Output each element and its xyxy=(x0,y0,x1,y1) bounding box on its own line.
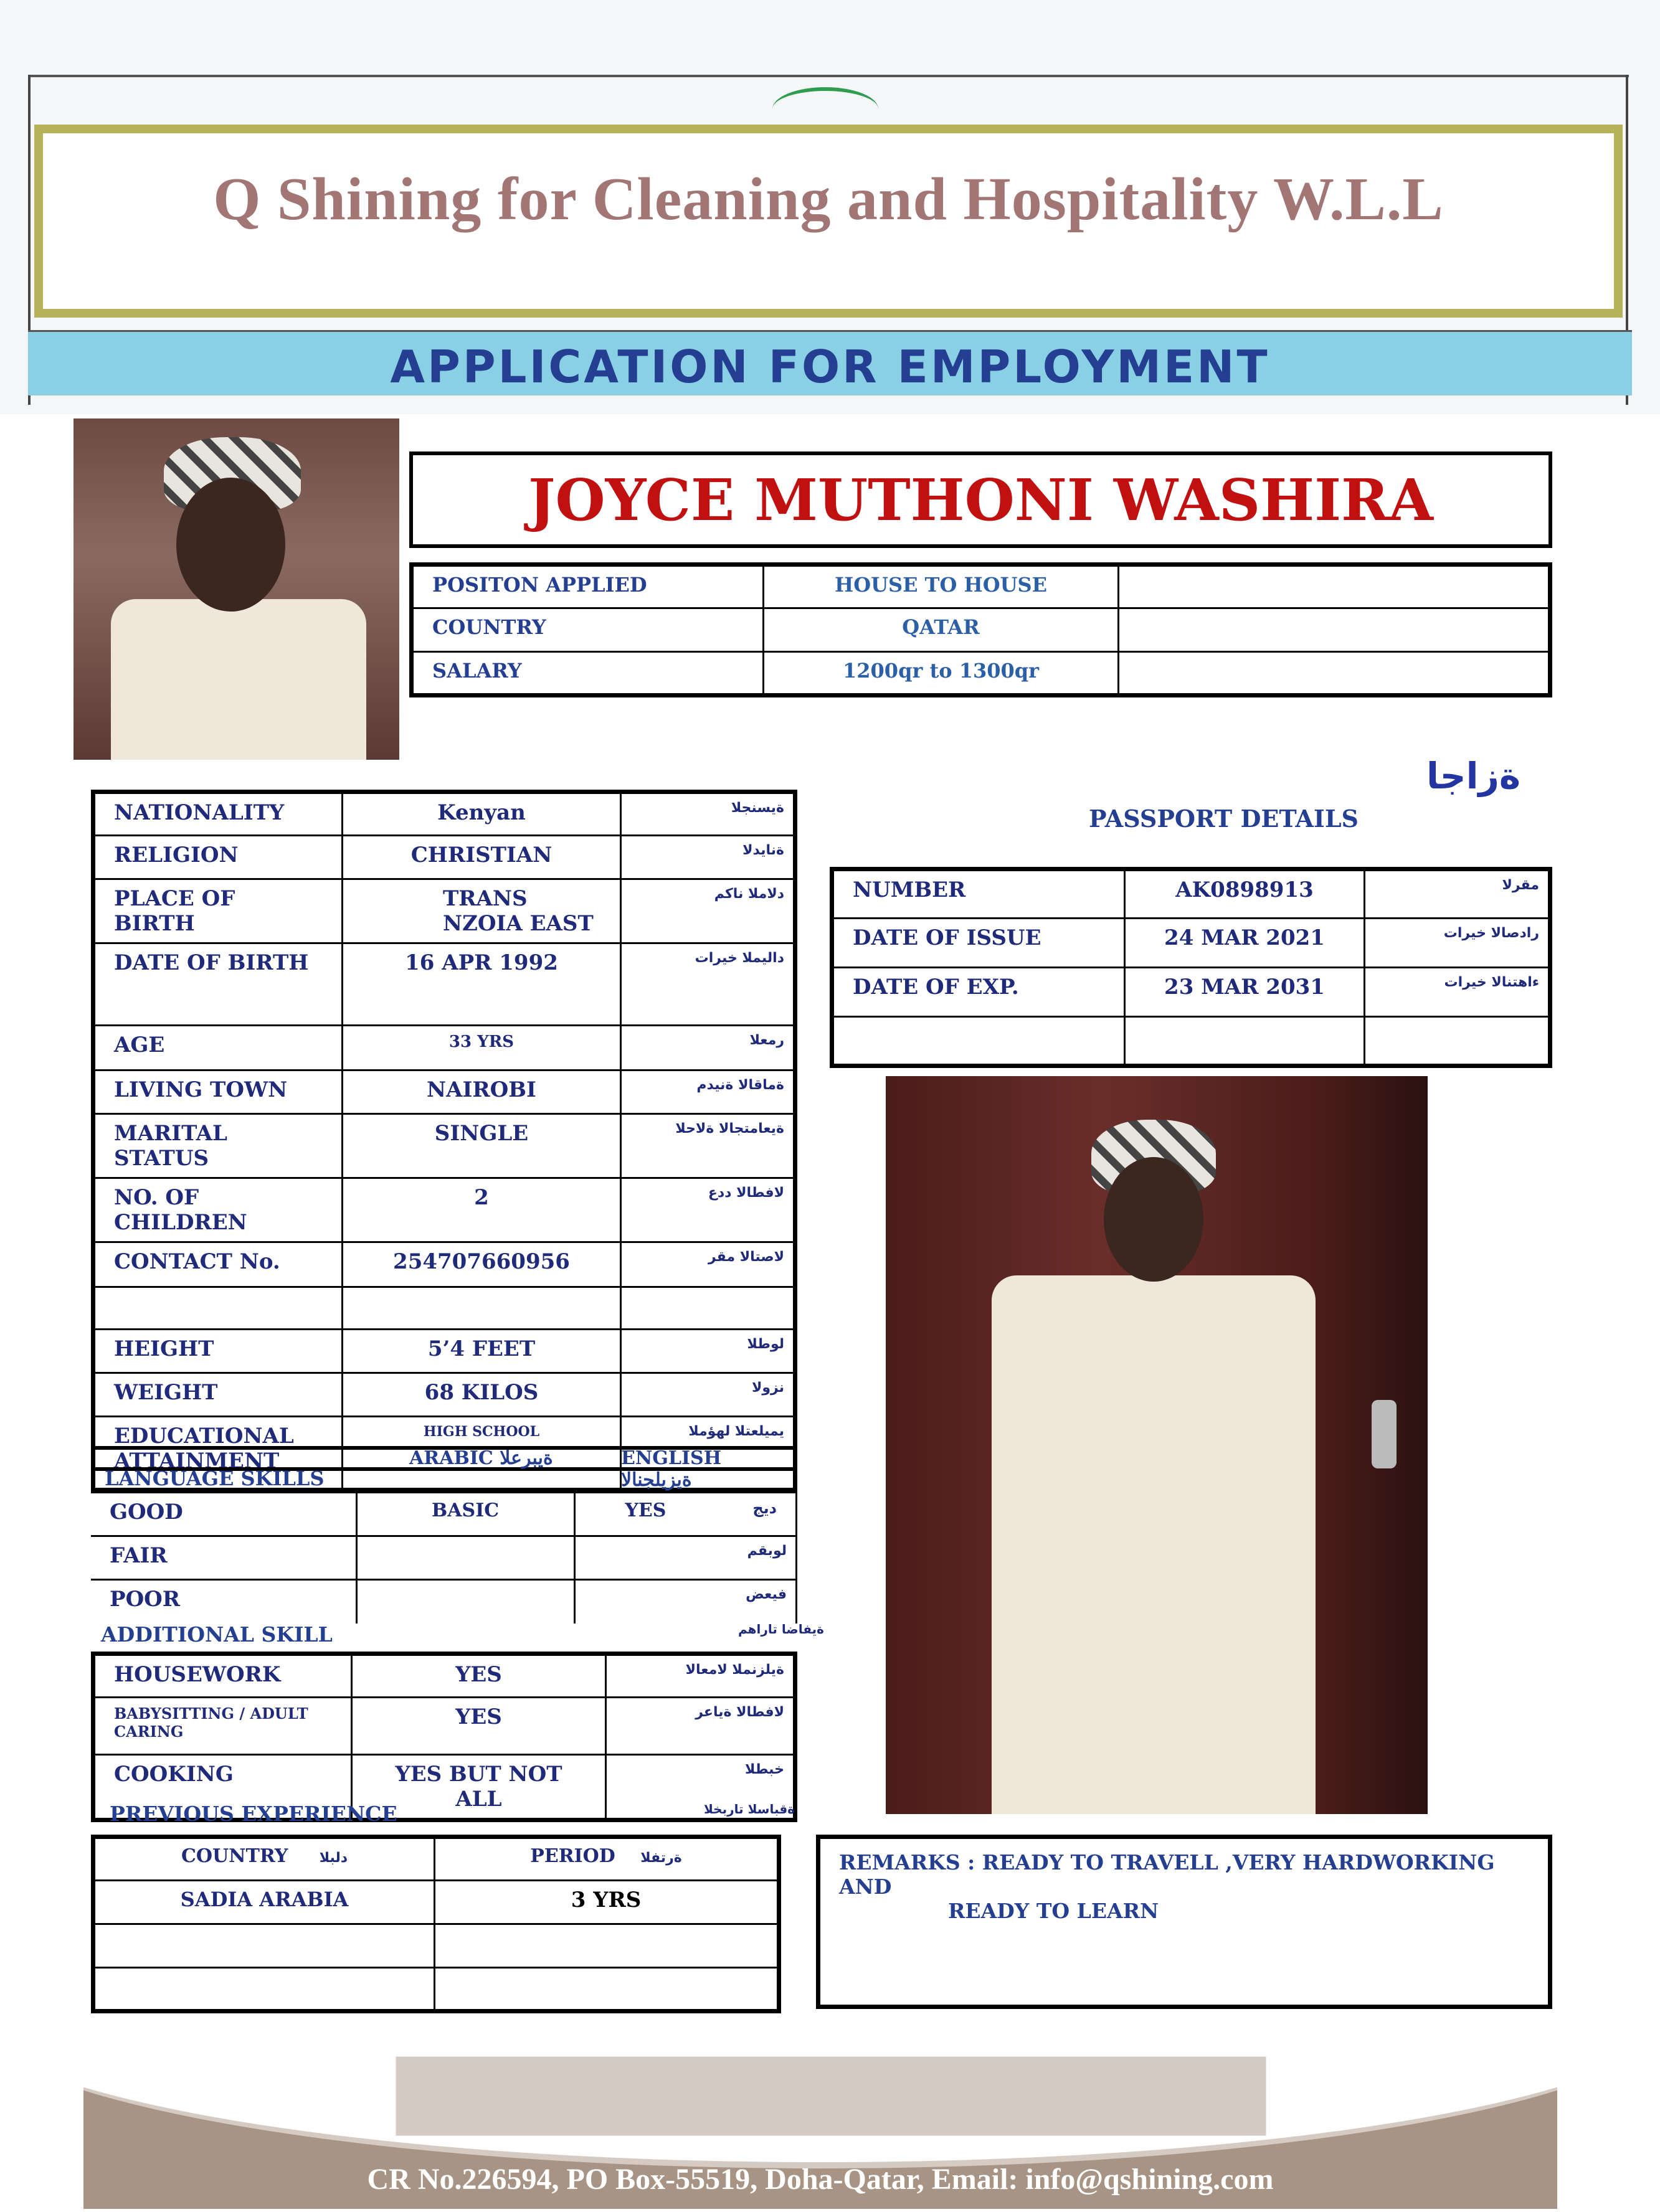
empty-cell xyxy=(832,1017,1125,1066)
country-column-arabic: دلبلا xyxy=(319,1850,348,1866)
table-row xyxy=(412,652,1550,696)
issue-date-arabic: رادصالا خيرات xyxy=(1365,919,1550,968)
applicant-name: JOYCE MUTHONI WASHIRA xyxy=(528,466,1433,534)
remarks-box xyxy=(816,1835,1552,2009)
table-row xyxy=(93,1287,795,1330)
footer-band xyxy=(83,2050,1557,2209)
housework-value: YES xyxy=(352,1654,606,1698)
empty-cell xyxy=(1119,608,1550,652)
table-row xyxy=(93,1924,779,1968)
nationality-label: NATIONALITY xyxy=(93,792,343,836)
poor-arabic-level xyxy=(356,1580,574,1624)
education-label: EDUCATIONAL ATTAINMENT xyxy=(93,1417,343,1490)
table-row xyxy=(832,919,1550,968)
country-column-label: COUNTRY xyxy=(181,1845,288,1867)
experience-country: SADIA ARABIA xyxy=(93,1881,435,1924)
empty-cell xyxy=(621,1287,795,1330)
babysitting-arabic: لافطالا ةياعر xyxy=(606,1698,795,1755)
children-arabic: لافطالا ددع xyxy=(621,1178,795,1242)
table-row xyxy=(93,1026,795,1071)
empty-cell xyxy=(1119,652,1550,696)
fair-arabic: لوبقم xyxy=(574,1536,797,1580)
height-value: 5’4 FEET xyxy=(343,1330,621,1373)
position-value: HOUSE TO HOUSE xyxy=(764,565,1119,608)
table-row xyxy=(93,1654,795,1698)
children-label: NO. OF CHILDREN xyxy=(93,1178,343,1242)
cooking-label: COOKING xyxy=(93,1755,352,1820)
header-divider xyxy=(28,75,1629,77)
poor-arabic: فيعض xyxy=(574,1580,797,1624)
passport-arabic-title: ةزاجا xyxy=(1426,755,1521,797)
cooking-arabic: خبطلا xyxy=(606,1755,795,1820)
nationality-arabic: ةيسنجلا xyxy=(621,792,795,836)
empty-cell xyxy=(1365,1017,1550,1066)
marital-status-arabic: ةيعامتجالا ةلاحلا xyxy=(621,1114,795,1178)
table-row xyxy=(91,1493,797,1536)
footer-curve xyxy=(83,2050,1557,2168)
place-of-birth-label: PLACE OF BIRTH xyxy=(93,879,343,943)
country-value: QATAR xyxy=(764,608,1119,652)
table-row xyxy=(412,565,1550,608)
additional-skill-label: ADDITIONAL SKILL xyxy=(101,1622,333,1647)
education-value: HIGH SCHOOL xyxy=(343,1417,621,1490)
applicant-name-box xyxy=(409,451,1552,548)
experience-period: 3 YRS xyxy=(435,1881,779,1924)
babysitting-value: YES xyxy=(352,1698,606,1755)
good-arabic: ديج xyxy=(752,1500,777,1517)
children-value: 2 xyxy=(343,1178,621,1242)
table-row xyxy=(93,943,795,1026)
country-label: COUNTRY xyxy=(412,608,764,652)
empty-cell xyxy=(343,1287,621,1330)
personal-details-table xyxy=(91,790,797,1492)
housework-label: HOUSEWORK xyxy=(93,1654,352,1698)
contact-value: 254707660956 xyxy=(343,1242,621,1287)
table-row xyxy=(93,792,795,836)
empty-cell xyxy=(1125,1017,1365,1066)
cooking-value: YES BUT NOT ALL xyxy=(352,1755,606,1820)
good-arabic-level: BASIC xyxy=(356,1493,574,1536)
empty-cell xyxy=(93,1924,435,1968)
empty-cell xyxy=(1119,565,1550,608)
date-of-birth-value: 16 APR 1992 xyxy=(343,943,621,1026)
fair-arabic-level xyxy=(356,1536,574,1580)
company-name-frame xyxy=(34,125,1623,318)
table-row xyxy=(93,1071,795,1114)
fair-label: FAIR xyxy=(91,1536,356,1580)
additional-skills-table xyxy=(91,1652,797,1822)
empty-cell xyxy=(435,1968,779,2011)
height-arabic: لوطلا xyxy=(621,1330,795,1373)
passport-table xyxy=(830,867,1552,1068)
position-table xyxy=(409,562,1552,697)
living-town-value: NAIROBI xyxy=(343,1071,621,1114)
remarks-line-2: READY TO LEARN xyxy=(948,1899,1159,1923)
table-row xyxy=(93,836,795,879)
table-row xyxy=(91,1536,797,1580)
table-row xyxy=(93,1114,795,1178)
religion-arabic: ةنايدلا xyxy=(621,836,795,879)
passport-number-value: AK0898913 xyxy=(1125,869,1365,919)
arabic-column-header: ARABIC ةيبرعلا xyxy=(409,1447,553,1469)
poor-label: POOR xyxy=(91,1580,356,1624)
table-row xyxy=(93,879,795,943)
language-skills-label: LANGUAGE SKILLS xyxy=(105,1467,325,1490)
expiry-date-arabic: ءاهتنالا خيرات xyxy=(1365,968,1550,1017)
marital-status-label: MARITAL STATUS xyxy=(93,1114,343,1178)
passport-number-arabic: مقرلا xyxy=(1365,869,1550,919)
issue-date-label: DATE OF ISSUE xyxy=(832,919,1125,968)
language-skills-table xyxy=(91,1491,797,1624)
previous-experience-arabic: ةقباسلا تاربخلا xyxy=(704,1802,795,1817)
table-row xyxy=(93,1330,795,1373)
date-of-birth-arabic: داليملا خيرات xyxy=(621,943,795,1026)
good-english-level xyxy=(574,1493,797,1536)
previous-experience-label: PREVIOUS EXPERIENCE xyxy=(110,1802,397,1826)
weight-arabic: نزولا xyxy=(621,1373,795,1417)
contact-arabic: لاصتالا مقر xyxy=(621,1242,795,1287)
place-of-birth-arabic: دلاملا ناكم xyxy=(621,879,795,943)
form-title: APPLICATION FOR EMPLOYMENT xyxy=(390,341,1270,393)
table-row xyxy=(832,1017,1550,1066)
age-arabic: رمعلا xyxy=(621,1026,795,1071)
table-row xyxy=(93,1837,779,1881)
good-label: GOOD xyxy=(91,1493,356,1536)
previous-experience-table xyxy=(91,1835,781,2013)
housework-arabic: ةيلزنملا لامعالا xyxy=(606,1654,795,1698)
passport-number-label: NUMBER xyxy=(832,869,1125,919)
good-english-value: YES xyxy=(625,1500,666,1521)
age-label: AGE xyxy=(93,1026,343,1071)
table-row xyxy=(93,1242,795,1287)
contact-label: CONTACT No. xyxy=(93,1242,343,1287)
form-title-band xyxy=(28,330,1632,395)
additional-skill-arabic: ةيفاضا تاراهم xyxy=(738,1622,824,1637)
applicant-photo-full xyxy=(886,1076,1428,1814)
religion-value: CHRISTIAN xyxy=(343,836,621,879)
table-row xyxy=(93,1968,779,2011)
period-column-label: PERIOD xyxy=(530,1845,615,1867)
table-row xyxy=(91,1580,797,1624)
period-column-arabic: ةرتفلا xyxy=(640,1850,682,1866)
remarks-line-1: REMARKS : READY TO TRAVELL ,VERY HARDWORKING AND xyxy=(839,1850,1495,1899)
babysitting-label: BABYSITTING / ADULT CARING xyxy=(93,1698,352,1755)
living-town-arabic: ةماقالا ةنيدم xyxy=(621,1071,795,1114)
height-label: HEIGHT xyxy=(93,1330,343,1373)
table-row xyxy=(93,1698,795,1755)
empty-cell xyxy=(93,1968,435,2011)
applicant-photo-small xyxy=(74,418,399,760)
education-arabic: يميلعتلا لهؤملا xyxy=(621,1417,795,1490)
issue-date-value: 24 MAR 2021 xyxy=(1125,919,1365,968)
company-name: Q Shining for Cleaning and Hospitality W.L.L xyxy=(213,166,1444,233)
expiry-date-label: DATE OF EXP. xyxy=(832,968,1125,1017)
table-row xyxy=(832,968,1550,1017)
table-row xyxy=(93,1881,779,1924)
english-column-header: ENGLISH ةيزيلجنالا xyxy=(621,1447,722,1491)
period-column-header xyxy=(435,1837,779,1881)
passport-title: PASSPORT DETAILS xyxy=(1089,805,1359,833)
age-value: 33 YRS xyxy=(343,1026,621,1071)
salary-value: 1200qr to 1300qr xyxy=(764,652,1119,696)
date-of-birth-label: DATE OF BIRTH xyxy=(93,943,343,1026)
empty-cell xyxy=(93,1287,343,1330)
salary-label: SALARY xyxy=(412,652,764,696)
position-label: POSITON APPLIED xyxy=(412,565,764,608)
table-row xyxy=(93,1178,795,1242)
nationality-value: Kenyan xyxy=(343,792,621,836)
footer-contact: CR No.226594, PO Box-55519, Doha-Qatar, Email: info@qshining.com xyxy=(367,2163,1274,2196)
weight-label: WEIGHT xyxy=(93,1373,343,1417)
expiry-date-value: 23 MAR 2031 xyxy=(1125,968,1365,1017)
religion-label: RELIGION xyxy=(93,836,343,879)
empty-cell xyxy=(435,1924,779,1968)
place-of-birth-value: TRANS NZOIA EAST xyxy=(343,879,621,943)
country-column-header xyxy=(93,1837,435,1881)
marital-status-value: SINGLE xyxy=(343,1114,621,1178)
table-row xyxy=(412,608,1550,652)
table-row xyxy=(832,869,1550,919)
living-town-label: LIVING TOWN xyxy=(93,1071,343,1114)
table-row xyxy=(93,1373,795,1417)
weight-value: 68 KILOS xyxy=(343,1373,621,1417)
